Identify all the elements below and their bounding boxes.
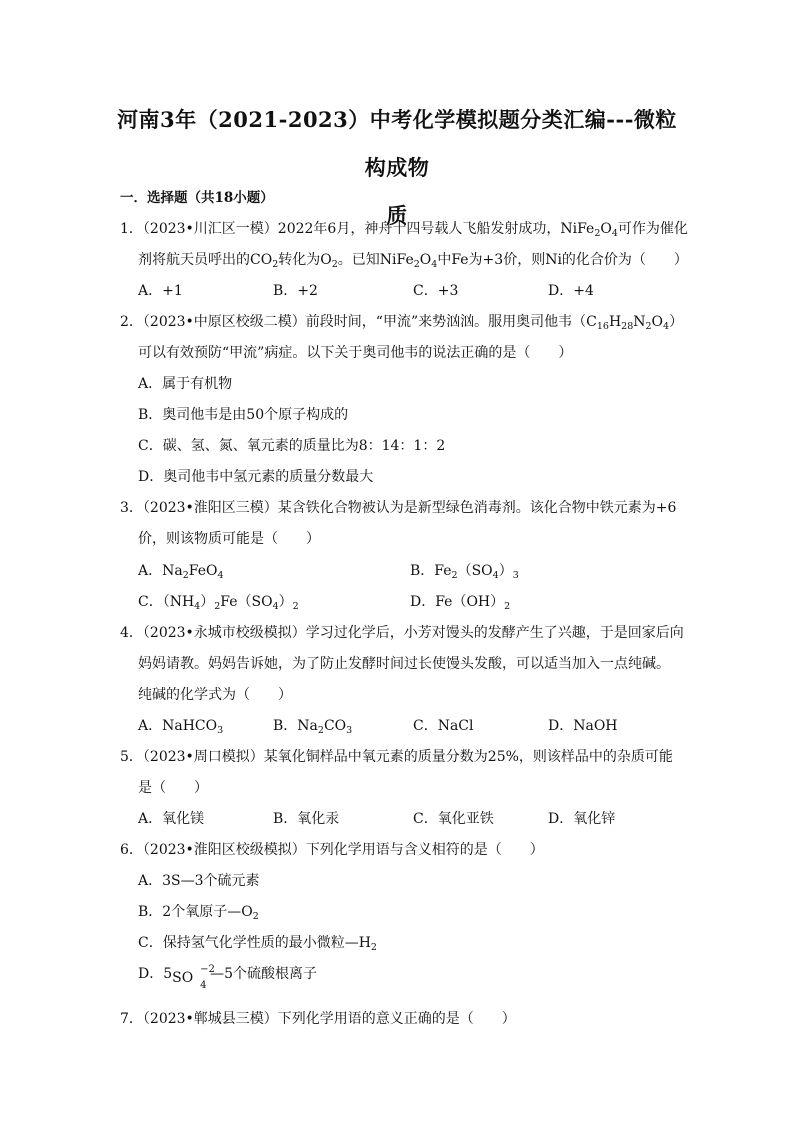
option-c: C．+3 (413, 283, 459, 299)
section-heading: 一．选择题（共18小题） (120, 190, 274, 206)
option-c: C．NaCl (413, 718, 474, 734)
option-a: A．$Na_2FeO_4$ (138, 563, 224, 581)
option-a: A．+1 (138, 283, 183, 299)
option-b: B．$Na_2CO_3$ (273, 718, 353, 736)
option-a: A．氧化镁 (138, 811, 205, 827)
question-3-line-2: 价，则该物质可能是（ ） (138, 531, 320, 547)
option-b: B．奥司他韦是由50个原子构成的 (138, 407, 349, 423)
sulfate-ion-notation: SO (172, 970, 194, 986)
question-5-line-2: 是（ ） (138, 780, 208, 796)
option-b: B．$Fe_2(SO_4)_3$ (410, 563, 519, 581)
title-line-2: 质 (386, 203, 408, 228)
question-2-line-1: 2．（2023•中原区校级二模）前段时间，“甲流”来势汹汹。服用奥司他韦$(C_{16}H_{28}N_2O_4)$ (120, 314, 684, 332)
option-d: D．+4 (548, 283, 594, 299)
question-2-line-2: 可以有效预防“甲流”病症。以下关于奥司他韦的说法正确的是（ ） (138, 345, 573, 361)
option-c: C．保持氢气化学性质的最小微粒$—H_2$ (138, 935, 377, 953)
question-7-line-1: 7．（2023•郸城县三模）下列化学用语的意义正确的是（ ） (120, 1011, 516, 1027)
option-d: D．5 SO −2 4 —5个硫酸根离子 (138, 964, 318, 991)
question-1-line-2: 剂将航天员呼出的$CO_2$转化为$O_2$。已知$NiFe_2O_4$中Fe为+3价，则Ni的化合价为（ ） (138, 252, 688, 270)
option-d: D．$Fe(OH)_2$ (410, 594, 511, 612)
question-3-line-1: 3．（2023•淮阳区三模）某含铁化合物被认为是新型绿色消毒剂。该化合物中铁元素为+6 (120, 500, 677, 516)
question-4-line-2: 妈妈请教。妈妈告诉她，为了防止发酵时间过长使馒头发酸，可以适当加入一点纯碱。 (138, 656, 670, 672)
question-6-line-1: 6．（2023•淮阳区校级模拟）下列化学用语与含义相符的是（ ） (120, 842, 544, 858)
question-4-line-3: 纯碱的化学式为（ ） (138, 687, 292, 703)
option-b: B．+2 (273, 283, 318, 299)
option-a: A．3S—3个硫元素 (138, 873, 260, 889)
option-c: C．氧化亚铁 (413, 811, 494, 827)
option-d: D．奥司他韦中氢元素的质量分数最大 (138, 469, 374, 485)
question-1-line-1: 1．（2023•川汇区一模）2022年6月，神舟十四号载人飞船发射成功，$NiFe_2O_4$可作为催化 (120, 221, 688, 239)
option-d: D．NaOH (548, 718, 618, 734)
option-d: D．氧化锌 (548, 811, 616, 827)
option-b: B．氧化汞 (273, 811, 340, 827)
option-a: A．NaHCO$_3$ (138, 718, 224, 736)
option-c: C．$(NH_4)_2Fe(SO_4)_2$ (138, 594, 299, 612)
title-line-1: 河南3年（2021-2023）中考化学模拟题分类汇编---微粒构成物 (117, 107, 677, 180)
question-5-line-1: 5．（2023•周口模拟）某氧化铜样品中氧元素的质量分数为25%，则该样品中的杂质可能 (120, 749, 673, 765)
option-a: A．属于有机物 (138, 376, 233, 392)
option-b: B．2个氧原子$—O_2$ (138, 904, 259, 922)
question-4-line-1: 4．（2023•永城市校级模拟）学习过化学后，小芳对馒头的发酵产生了兴趣，于是回家后向 (120, 625, 684, 641)
option-c: C．碳、氢、氮、氧元素的质量比为8：14：1：2 (138, 438, 446, 454)
